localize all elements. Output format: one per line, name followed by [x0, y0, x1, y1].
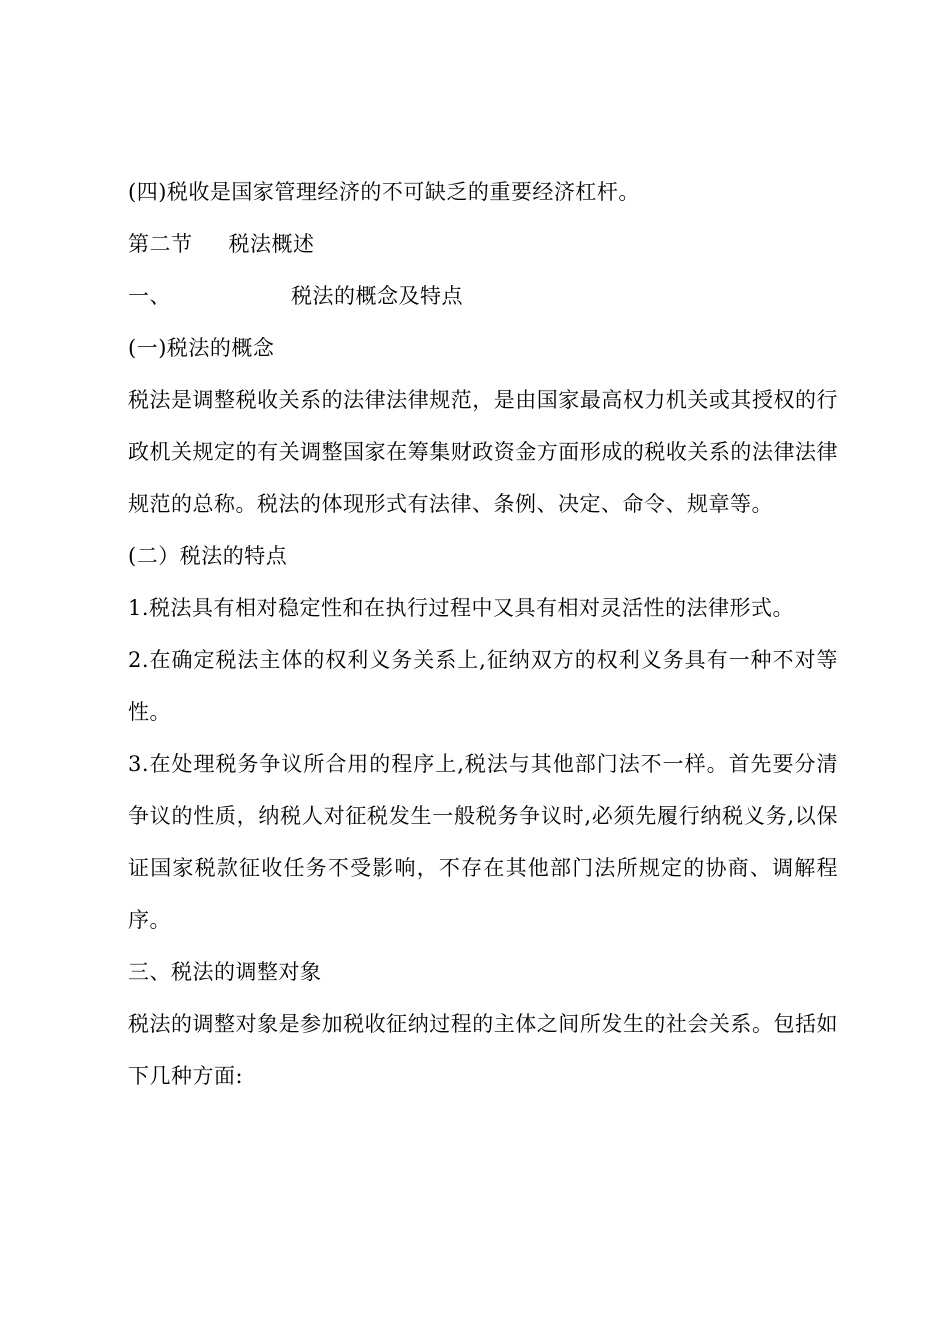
feature-1: 1.税法具有相对稳定性和在执行过程中又具有相对灵活性的法律形式。	[128, 596, 795, 620]
feature-2: 2.在确定税法主体的权利义务关系上,征纳双方的权利义务具有一种不对等性。	[128, 648, 838, 724]
point-4-text: (四)税收是国家管理经济的不可缺乏的重要经济杠杆。	[128, 180, 640, 204]
heading-1-title: 税法的概念及特点	[291, 284, 463, 308]
paragraph-concept: 税法是调整税收关系的法律法律规范，是由国家最高权力机关或其授权的行政机关规定的有关调整国家在筹集财政资金方面形成的税收关系的法律法律规范的总称。税法的体现形式有法律、条例、决定、命令、规章等。	[128, 388, 838, 516]
paragraph-object: 税法的调整对象是参加税收征纳过程的主体之间所发生的社会关系。包括如下几种方面:	[128, 1012, 838, 1088]
document-body	[128, 166, 838, 1102]
section-label: 第二节	[128, 232, 193, 256]
heading-1-number: 一、	[128, 284, 171, 308]
feature-3: 3.在处理税务争议所合用的程序上,税法与其他部门法不一样。首先要分清争议的性质，纳税人对征税发生一般税务争议时,必须先履行纳税义务,以保证国家税款征收任务不受影响，不存在其他部门法所规定的协商、调解程序。	[128, 752, 838, 932]
section-heading	[128, 218, 838, 270]
subheading-features: (二）税法的特点	[128, 544, 288, 568]
section-title: 税法概述	[228, 232, 315, 256]
heading-3: 三、税法的调整对象	[128, 960, 322, 984]
heading-1	[128, 270, 838, 322]
subheading-concept: (一)税法的概念	[128, 336, 275, 360]
